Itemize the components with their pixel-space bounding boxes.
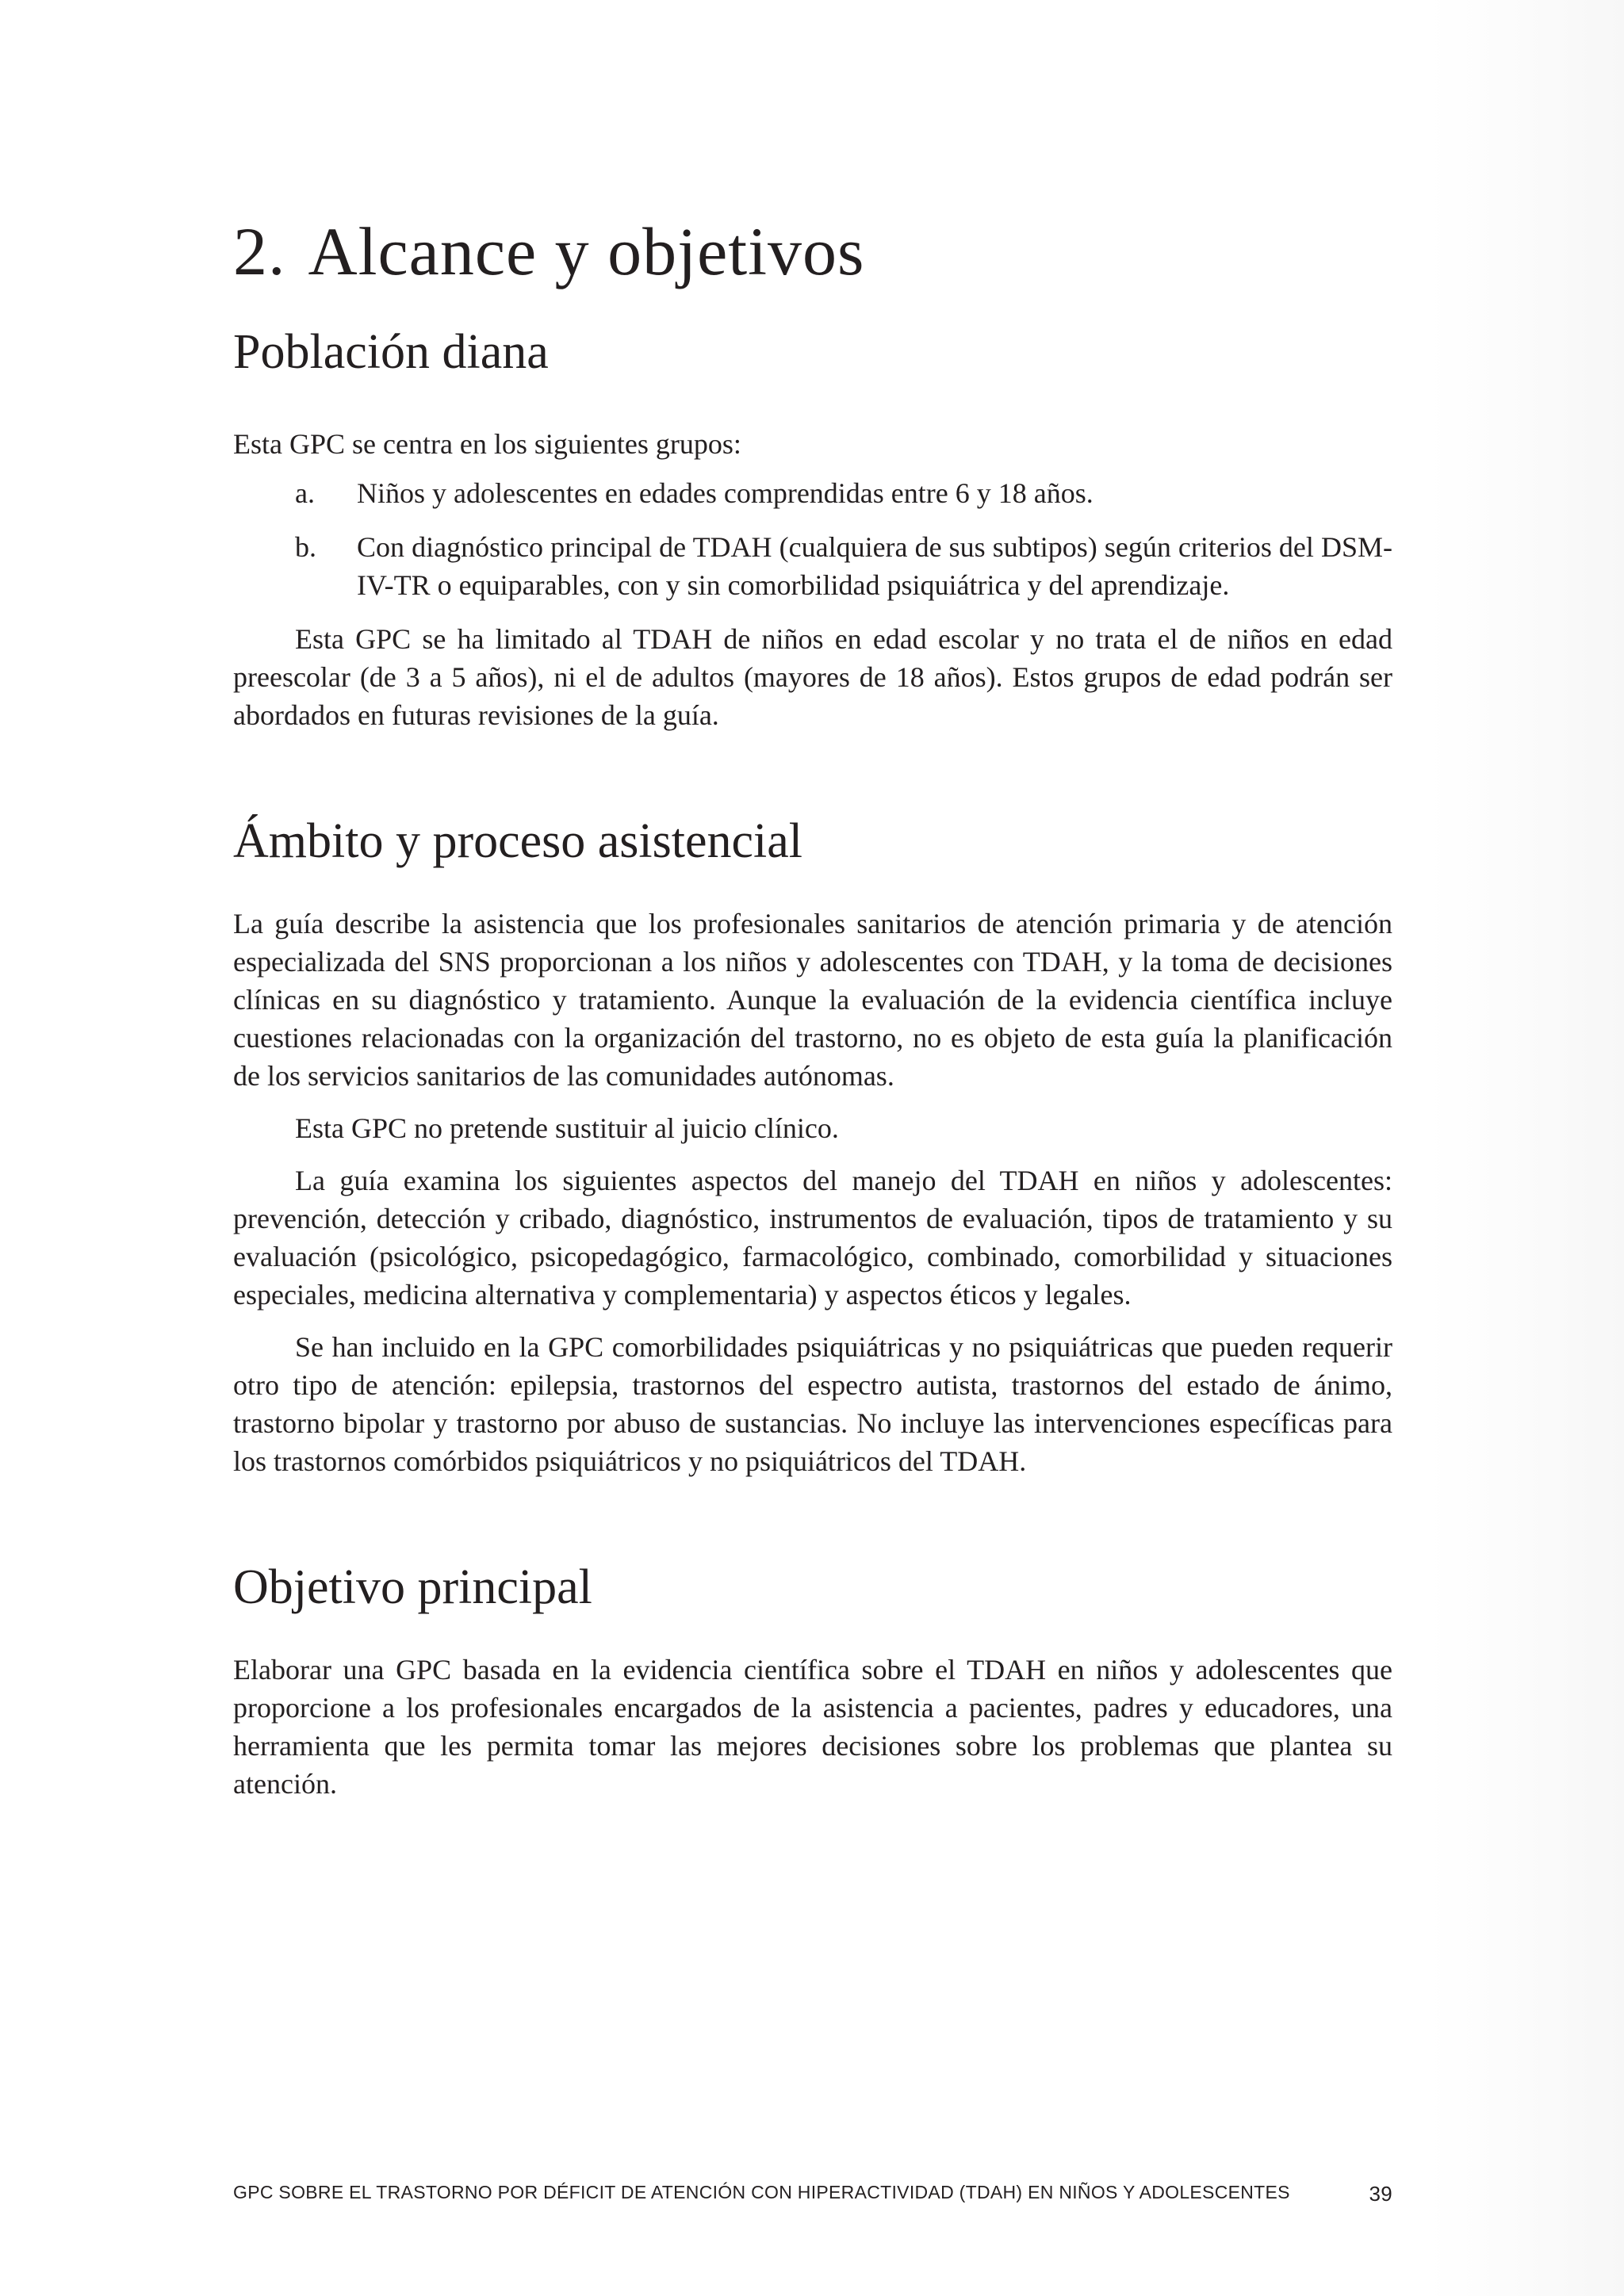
chapter-title [233,214,1392,289]
list-item [233,474,1392,512]
footer-running-title: GPC SOBRE EL TRASTORNO POR DÉFICIT DE ATENCIÓN CON HIPERACTIVIDAD (TDAH) EN NIÑOS Y ADOLESCENTES [233,2182,1290,2202]
ambito-paragraph-1: La guía describe la asistencia que los profesionales sanitarios de atención primaria y de atención especializada del SNS proporcionan a los niños y adolescentes con TDAH, y la toma de decisiones clínicas en su diagnóstico y tratamiento. Aunque la evaluación de la evidencia científica incluye cuestiones relacionadas con la organización del trastorno, no es objeto de esta guía la planificación de los servicios sanitarios de las comunidades autónomas. [233,908,1392,1093]
poblacion-intro: Esta GPC se centra en los siguientes grupos: [233,427,741,460]
chapter-title-text: Alcance y objetivos [308,213,865,289]
ambito-paragraph-2: Esta GPC no pretende sustituir al juicio clínico. [295,1112,839,1145]
ambito-paragraph-4: Se han incluido en la GPC comorbilidades psiquiátricas y no psiquiátricas que pueden requerir otro tipo de atención: epilepsia, trastornos del espectro autista, trastornos del estado de ánimo, trastorno bipolar y trastorno por abuso de sustancias. No incluye las intervenciones específicas para los trastornos comórbidos psiquiátricos y no psiquiátricos del TDAH. [233,1331,1392,1478]
ambito-paragraph-3: La guía examina los siguientes aspectos del manejo del TDAH en niños y adolescentes: prevención, detección y cribado, diagnóstico, instrumentos de evaluación, tipos de tratamiento y su evaluación (psicológico, psicopedagógico, farmacológico, combinado, comorbilidad y situaciones especiales, medicina alternativa y complementaria) y aspectos éticos y legales. [233,1165,1392,1311]
poblacion-list [233,474,1392,604]
list-marker: a. [295,476,315,509]
poblacion-paragraph: Esta GPC se ha limitado al TDAH de niños en edad escolar y no trata el de niños en edad preescolar (de 3 a 5 años), ni el de adultos (mayores de 18 años). Estos grupos de edad podrán ser abordados en futuras revisiones de la guía. [233,622,1392,731]
section-heading-poblacion-diana: Población diana [233,324,549,379]
section-heading-objetivo-principal: Objetivo principal [233,1560,592,1615]
list-marker: b. [295,530,316,563]
section-heading-ambito: Ámbito y proceso asistencial [233,813,802,868]
list-item-text: Niños y adolescentes en edades comprendidas entre 6 y 18 años. [357,476,1094,509]
page-content [233,214,1392,1803]
objetivo-paragraph: Elaborar una GPC basada en la evidencia científica sobre el TDAH en niños y adolescentes que proporcione a los profesionales encargados de la asistencia a pacientes, padres y educadores, una herramienta que les permita tomar las mejores decisiones sobre los problemas que plantea su atención. [233,1654,1392,1800]
list-item [233,528,1392,604]
page-footer [233,2182,1392,2206]
page-number: 39 [1369,2182,1392,2206]
chapter-number: 2. [233,213,286,289]
list-item-text: Con diagnóstico principal de TDAH (cualquiera de sus subtipos) según criterios del DSM-IV-TR o equiparables, con y sin comorbilidad psiquiátrica y del aprendizaje. [357,530,1392,601]
